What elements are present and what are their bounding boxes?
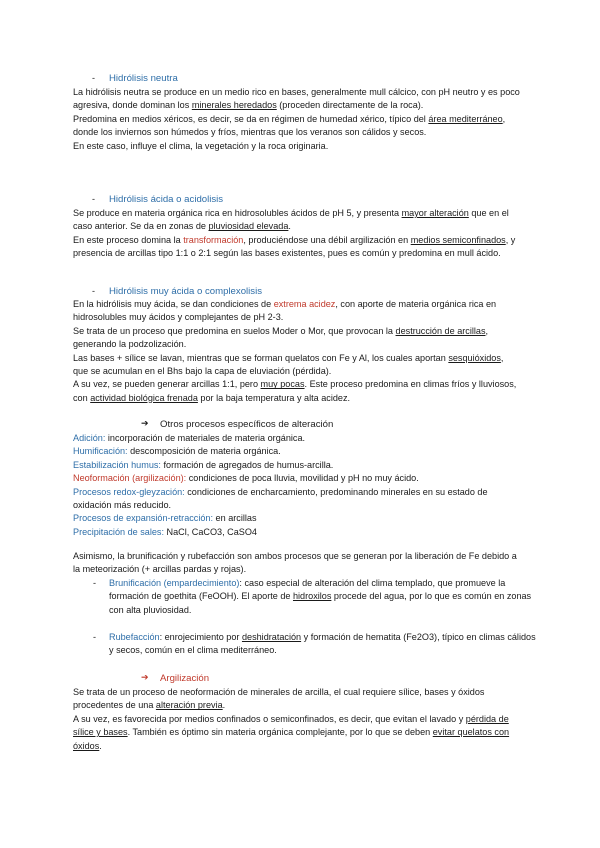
bullet-dash: - bbox=[93, 632, 97, 642]
heading-hidrolisis-acida: Hidrólisis ácida o acidolisis bbox=[109, 194, 224, 205]
paragraph: La hidrólisis neutra se produce en un medio rico en bases, generalmente mull cálcico, con pH neutro y es poco agresiva, donde dominan los minerales heredados (proceden directamente de la roca). bbox=[73, 87, 520, 111]
list-item: Procesos de expansión-retracción: en arcillas bbox=[73, 513, 257, 524]
paragraph: En este caso, influye el clima, la vegetación y la roca originaria. bbox=[73, 140, 329, 151]
list-item: Procesos redox-gleyzación: condiciones de encharcamiento, predominando minerales en su estado de oxidación más reducido. bbox=[73, 486, 488, 511]
paragraph: Se trata de un proceso de neoformación de minerales de arcilla, el cual requiere sílice, bases y óxidos procedentes de una alteración previa. bbox=[73, 687, 485, 711]
paragraph: En la hidrólisis muy ácida, se dan condiciones de extrema acidez, con aporte de materia orgánica rica en hidrosolubles muy ácidos y complejantes de pH 2-3. bbox=[73, 299, 497, 323]
list-item: Estabilización humus: formación de agregados de humus-arcilla. bbox=[73, 459, 334, 470]
list-item: Adición: incorporación de materiales de materia orgánica. bbox=[73, 433, 306, 443]
list-item: Precipitación de sales: NaCl, CaCO3, CaSO4 bbox=[73, 526, 257, 537]
bullet-dash: - bbox=[93, 578, 97, 588]
paragraph: Las bases + sílice se lavan, mientras que se forman quelatos con Fe y Al, los cuales aportan sesquióxidos, que se acumulan en el Bhs bajo la capa de eluviación (pérdida). bbox=[73, 352, 504, 377]
bullet-dash: - bbox=[92, 286, 95, 296]
brunificacion-text: Brunificación (empardecimiento): caso especial de alteración del clima templado, que promueve la formación de goethita (FeOOH). El aporte de hidroxilos procede del agua, por lo que es común en zonas con alta pluviosidad. bbox=[109, 578, 532, 615]
paragraph: Se produce en materia orgánica rica en hidrosolubles ácidos de pH 5, y presenta mayor alteración que en el caso anterior. Se da en zonas de pluviosidad elevada. bbox=[73, 208, 509, 232]
arrow-icon: ➔ bbox=[141, 418, 149, 428]
heading-otros-procesos: Otros procesos específicos de alteración bbox=[160, 419, 334, 430]
section-muy-acida-body bbox=[73, 298, 521, 405]
brunificacion-intro: Asimismo, la brunificación y rubefacción son ambos procesos que se generan por la liberación de Fe debido a la meteorización (+ arcillas pardas y rojas). bbox=[73, 551, 517, 575]
paragraph: A su vez, es favorecida por medios confinados o semiconfinados, es decir, que evitan el lavado y pérdida de sílice y bases. También es óptimo sin materia orgánica complejante, por lo que se deben evitar quelatos con óxidos. bbox=[73, 713, 510, 751]
list-item: Neoformación (argilización): condiciones de poca lluvia, movilidad y pH no muy ácido. bbox=[73, 473, 419, 484]
section-acida-body bbox=[73, 207, 521, 261]
otros-procesos-list bbox=[73, 432, 521, 539]
heading-hidrolisis-neutra: Hidrólisis neutra bbox=[109, 73, 178, 84]
heading-hidrolisis-muy-acida: Hidrólisis muy ácida o complexolisis bbox=[109, 286, 263, 297]
bullet-dash: - bbox=[92, 194, 95, 204]
heading-argilizacion: Argilización bbox=[160, 673, 210, 684]
paragraph: Predomina en medios xéricos, es decir, se da en régimen de humedad xérico, típico del área mediterráneo, donde los inviernos son húmedos y fríos, mientras que los veranos son cálidos y secos. bbox=[73, 113, 506, 138]
paragraph: En este proceso domina la transformación, produciéndose una débil argilización en medios semiconfinados, y presencia de arcillas tipo 1:1 o 2:1 según las bases existentes, pues es común y predomina en mull ácido. bbox=[73, 234, 516, 259]
paragraph: Se trata de un proceso que predomina en suelos Moder o Mor, que provocan la destrucción de arcillas, generando la podzolización. bbox=[73, 325, 489, 350]
rubefaccion-text: Rubefacción: enrojecimiento por deshidratación y formación de hematita (Fe2O3), típico en climas cálidos y secos, común en el clima mediterráneo. bbox=[109, 632, 536, 656]
section-argilizacion-body bbox=[73, 686, 521, 753]
paragraph: A su vez, se pueden generar arcillas 1:1, pero muy pocas. Este proceso predomina en climas fríos y lluviosos, con actividad biológica frenada por la baja temperatura y alta acidez. bbox=[73, 379, 517, 403]
arrow-icon: ➔ bbox=[141, 672, 149, 682]
bullet-dash: - bbox=[92, 73, 95, 83]
list-item: Humificación: descomposición de materia orgánica. bbox=[73, 446, 281, 457]
section-neutra-body bbox=[73, 86, 521, 153]
